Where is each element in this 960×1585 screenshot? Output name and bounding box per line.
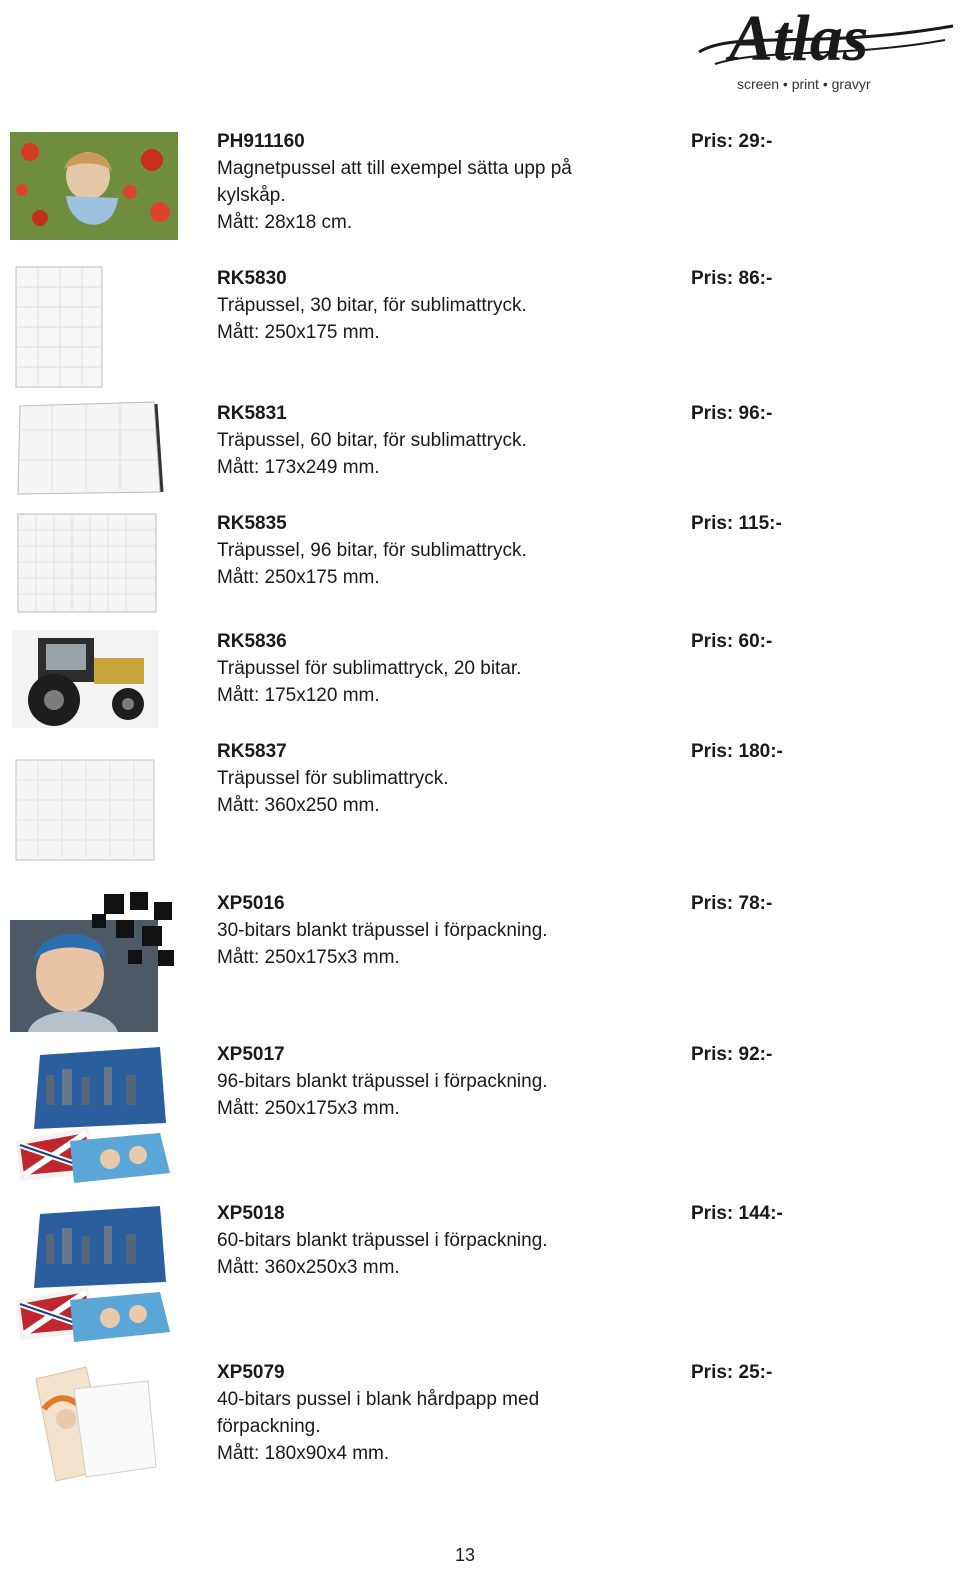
product-info (217, 265, 667, 346)
product-dimensions: Mått: 180x90x4 mm. (217, 1443, 390, 1464)
product-description: Träpussel för sublimattryck, 20 bitar. (217, 658, 522, 679)
product-dimensions: Mått: 360x250 mm. (217, 795, 380, 816)
page-number: 13 (454, 1545, 476, 1565)
product-code: XP5016 (217, 893, 285, 914)
product-price: Pris: 92:- (691, 1044, 773, 1065)
product-price: Pris: 25:- (691, 1362, 773, 1383)
product-price: Pris: 60:- (691, 631, 773, 652)
product-description: 60-bitars blankt träpussel i förpackning. (217, 1230, 548, 1251)
product-code: PH911160 (217, 131, 305, 152)
atlas-logo (695, 0, 957, 95)
product-description: Träpussel, 60 bitar, för sublimattryck. (217, 430, 527, 451)
product-code: XP5017 (217, 1044, 285, 1065)
product-dimensions: Mått: 250x175x3 mm. (217, 1098, 400, 1119)
product-dimensions: Mått: 360x250x3 mm. (217, 1257, 400, 1278)
atlas-logo-mark (695, 0, 957, 95)
product-dimensions: Mått: 173x249 mm. (217, 457, 380, 478)
blank-puzzle-image (14, 265, 106, 390)
product-photo-girl-in-poppies (10, 132, 178, 240)
product-price: Pris: 115:- (691, 513, 782, 534)
product-info (217, 738, 667, 819)
child-photo-puzzle-image (8, 890, 180, 1035)
product-price: Pris: 86:- (691, 268, 773, 289)
product-info (217, 890, 667, 971)
product-info (217, 1041, 667, 1122)
product-code: XP5079 (217, 1362, 285, 1383)
product-description: Träpussel för sublimattryck. (217, 768, 449, 789)
product-info (217, 510, 667, 591)
product-code: XP5018 (217, 1203, 285, 1224)
product-description: Träpussel, 96 bitar, för sublimattryck. (217, 540, 527, 561)
product-info (217, 128, 667, 236)
product-description: Träpussel, 30 bitar, för sublimattryck. (217, 295, 527, 316)
product-price: Pris: 78:- (691, 893, 773, 914)
city-and-flag-puzzle-image (10, 1041, 178, 1186)
product-price: Pris: 180:- (691, 741, 783, 762)
logo-tagline: screen • print • gravyr (737, 76, 871, 92)
blank-puzzle-image (16, 400, 164, 496)
product-code: RK5837 (217, 741, 287, 762)
product-info (217, 1359, 667, 1467)
blank-puzzle-image (14, 738, 158, 864)
product-code: RK5836 (217, 631, 287, 652)
blank-puzzle-image (16, 510, 160, 614)
product-code: RK5835 (217, 513, 287, 534)
product-dimensions: Mått: 250x175x3 mm. (217, 947, 400, 968)
product-dimensions: Mått: 250x175 mm. (217, 567, 380, 588)
product-price: Pris: 29:- (691, 131, 773, 152)
product-description: 40-bitars pussel i blank hårdpapp med förpackning. (217, 1389, 540, 1437)
product-price: Pris: 144:- (691, 1203, 783, 1224)
product-info (217, 400, 667, 481)
cardboard-puzzle-pack-image (30, 1359, 160, 1484)
product-price: Pris: 96:- (691, 403, 773, 424)
product-dimensions: Mått: 250x175 mm. (217, 322, 380, 343)
tractor-puzzle-image (10, 628, 160, 730)
city-and-flag-puzzle-image (10, 1200, 178, 1345)
product-code: RK5831 (217, 403, 287, 424)
product-description: Magnetpussel att till exempel sätta upp på kylskåp. (217, 158, 572, 206)
product-info (217, 1200, 667, 1281)
product-description: 30-bitars blankt träpussel i förpackning. (217, 920, 548, 941)
logo-text: Atlas (729, 2, 869, 75)
product-dimensions: Mått: 28x18 cm. (217, 212, 353, 233)
product-code: RK5830 (217, 268, 287, 289)
product-description: 96-bitars blankt träpussel i förpackning. (217, 1071, 548, 1092)
product-dimensions: Mått: 175x120 mm. (217, 685, 380, 706)
product-info (217, 628, 667, 709)
